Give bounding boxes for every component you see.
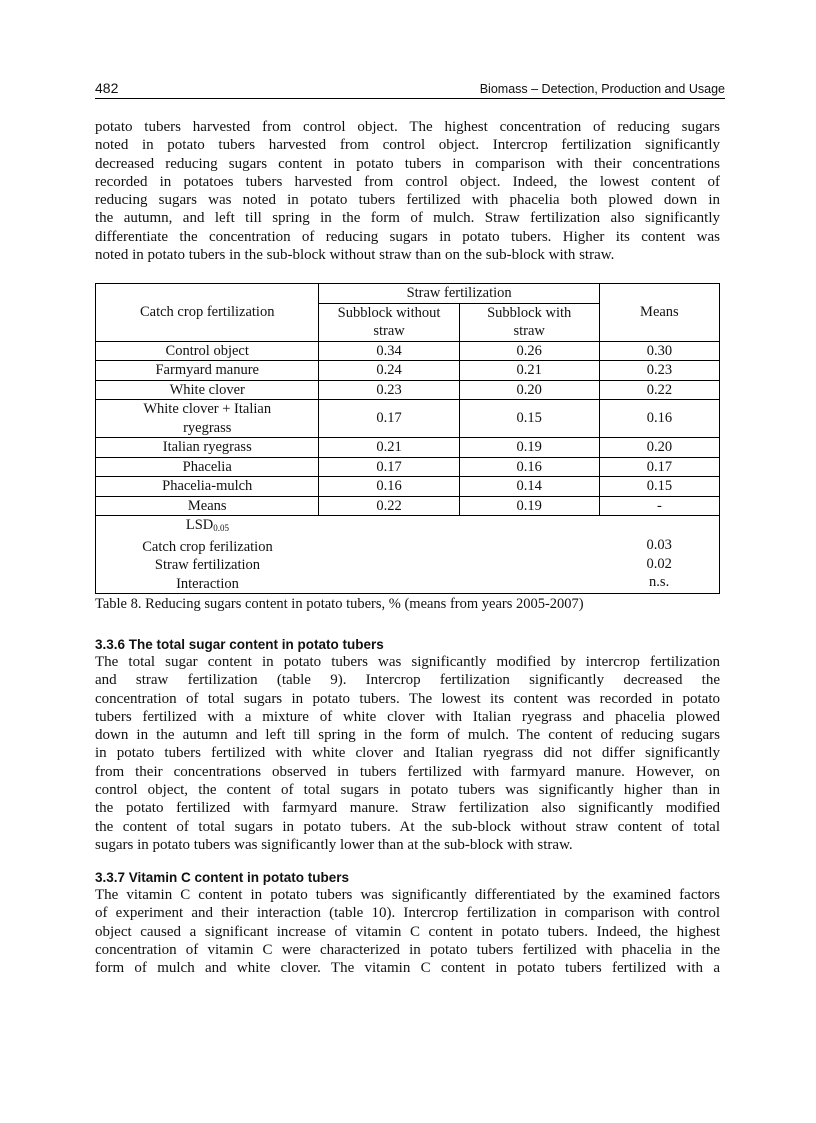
row-label: Italian ryegrass [96, 438, 319, 458]
lsd-labels: $LSD_{0.05}$ Catch crop ferilization Straw fertilization Interaction [96, 516, 319, 594]
text-line: in potato tubers fertilized with white clover and Italian ryegrass did not differ significantly [95, 745, 720, 762]
text-line: The total sugar content in potato tubers was significantly modified by intercrop fertilization [95, 654, 720, 670]
cell-with-straw: 0.26 [459, 341, 599, 361]
text-line: down in the autumn and left till spring in the form of mulch. The content of reducing sugars [95, 727, 720, 744]
cell-without-straw: 0.22 [319, 496, 459, 516]
text-line: concentration of total sugars in potato tubers. The lowest its content was recorded in potato [95, 690, 720, 707]
header-catch-crop: Catch crop fertilization [96, 284, 319, 342]
row-label: Phacelia [96, 457, 319, 477]
text-line: form of mulch and white clover. The vitamin C content in potato tubers fertilized with a [95, 960, 720, 977]
row-label: Control object [96, 341, 319, 361]
table-row [96, 361, 720, 381]
table-row [96, 341, 720, 361]
cell-without-straw: 0.16 [319, 477, 459, 497]
text-line: the content of total sugars in potato tubers. At the sub-block without straw content of total [95, 818, 720, 835]
table-row [96, 496, 720, 516]
cell-with-straw: 0.20 [459, 380, 599, 400]
row-label: Farmyard manure [96, 361, 319, 381]
text-line: control object, the content of total sugars in potato tubers was significantly higher than in [95, 782, 720, 799]
cell-with-straw: 0.14 [459, 477, 599, 497]
text-line: of experiment and their interaction (table 10). Intercrop fertilization in comparison with control [95, 905, 720, 922]
header-subblock-without: Subblock without straw [319, 303, 459, 341]
text-line: the autumn, and left till spring in the form of mulch. Straw fertilization also significantly [95, 210, 720, 227]
table-row [96, 457, 720, 477]
cell-with-straw: 0.15 [459, 400, 599, 438]
section-heading-3-3-6: 3.3.6 The total sugar content in potato tubers [95, 637, 384, 652]
row-label: Phacelia-mulch [96, 477, 319, 497]
row-label: Means [96, 496, 319, 516]
text-line: differentiate the concentration of reducing sugars in potato tubers. Higher its content was [95, 228, 720, 245]
row-label: White clover + Italian ryegrass [96, 400, 319, 438]
cell-without-straw: 0.17 [319, 400, 459, 438]
text-line: from their concentrations observed in tubers fertilized with farmyard manure. However, on [95, 763, 720, 780]
lsd-row [96, 516, 720, 594]
header-means: Means [599, 284, 719, 342]
table-row [96, 380, 720, 400]
cell-without-straw: 0.23 [319, 380, 459, 400]
lsd-values: 0.03 0.02 n.s. [599, 516, 719, 594]
header-straw-fertilization: Straw fertilization [319, 284, 599, 304]
cell-without-straw: 0.24 [319, 361, 459, 381]
lsd-label: $LSD_{0.05}$ [185, 517, 230, 533]
text-line: and straw fertilization (table 9). Intercrop fertilization significantly decreased the [95, 672, 720, 689]
text-line: reducing sugars was noted in potato tubers fertilized with phacelia both plowed down in [95, 192, 720, 209]
paragraph-vitamin-c [95, 886, 720, 977]
table-row [96, 477, 720, 497]
cell-with-straw: 0.19 [459, 438, 599, 458]
text-line: tubers fertilized with a mixture of white clover with Italian ryegrass and phacelia plowed [95, 708, 720, 725]
text-line: the potato fertilized with farmyard manure. Straw fertilization also significantly modified [95, 800, 720, 817]
cell-mean: 0.30 [599, 341, 719, 361]
cell-mean: 0.22 [599, 380, 719, 400]
text-line: decreased reducing sugars content in potato tubers in comparison with their concentrations [95, 155, 720, 172]
cell-mean: 0.17 [599, 457, 719, 477]
page-number: 482 [95, 80, 119, 96]
text-line: concentration of vitamin C were characterized in potato tubers fertilized with phacelia in the [95, 941, 720, 958]
section-heading-3-3-7: 3.3.7 Vitamin C content in potato tubers [95, 870, 350, 885]
cell-mean: 0.23 [599, 361, 719, 381]
paragraph-reducing-sugars [95, 118, 720, 264]
cell-without-straw: 0.17 [319, 457, 459, 477]
table-row [96, 400, 720, 438]
table-8 [95, 283, 720, 594]
text-line: sugars in potato tubers was significantly lower than at the sub-block with straw. [95, 836, 573, 853]
row-label: White clover [96, 380, 319, 400]
text-line: noted in potato tubers in the sub-block without straw than on the sub-block with straw. [95, 247, 615, 264]
table-caption: Table 8. Reducing sugars content in potato tubers, % (means from years 2005-2007) [95, 596, 584, 612]
cell-with-straw: 0.19 [459, 496, 599, 516]
cell-mean: - [599, 496, 719, 516]
cell-mean: 0.15 [599, 477, 719, 497]
paragraph-total-sugar [95, 653, 720, 854]
cell-with-straw: 0.16 [459, 457, 599, 477]
cell-mean: 0.20 [599, 438, 719, 458]
text-line: potato tubers harvested from control object. The highest concentration of reducing sugars [95, 119, 720, 135]
cell-with-straw: 0.21 [459, 361, 599, 381]
table-row [96, 438, 720, 458]
cell-without-straw: 0.34 [319, 341, 459, 361]
cell-without-straw: 0.21 [319, 438, 459, 458]
header-subblock-with: Subblock with straw [459, 303, 599, 341]
book-title: Biomass – Detection, Production and Usage [479, 82, 725, 96]
text-line: object caused a significant increase of vitamin C content in potato tubers. Indeed, the highest [95, 923, 720, 940]
running-header [95, 80, 725, 99]
text-line: noted in potato tubers harvested from control object. Intercrop fertilization significantly [95, 137, 720, 154]
text-line: recorded in potatoes tubers harvested from control object. Indeed, the lowest content of [95, 173, 720, 190]
cell-mean: 0.16 [599, 400, 719, 438]
text-line: The vitamin C content in potato tubers was significantly differentiated by the examined factors [95, 887, 720, 903]
